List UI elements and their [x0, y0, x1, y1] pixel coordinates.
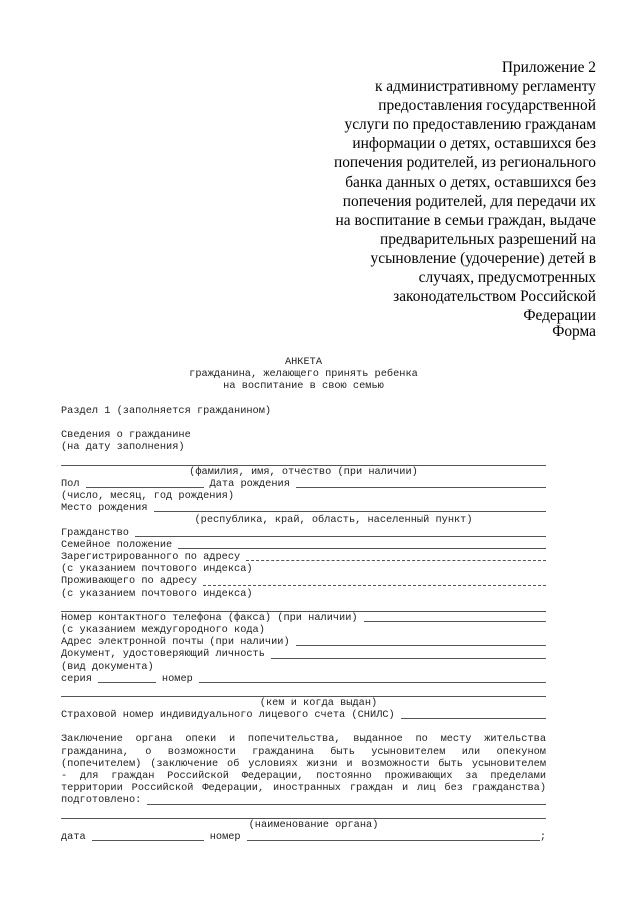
snils-row [61, 709, 546, 721]
birth-place-field[interactable] [154, 502, 546, 512]
phone-label: Номер контактного телефона (факса) (при наличии) [61, 611, 358, 624]
appendix-line: законодательством Российской [393, 288, 596, 306]
sex-label: Пол [61, 477, 80, 490]
issued-by-field[interactable] [61, 685, 546, 697]
email-label: Адрес электронной почты (при наличии) [61, 636, 290, 649]
registered-label: Зарегистрированного по адресу [61, 550, 241, 563]
birth-date-label: Дата рождения [209, 477, 290, 490]
registered-row [61, 551, 546, 563]
postal-hint: (с указанием почтового индекса) [61, 587, 253, 600]
series-field[interactable] [98, 673, 156, 683]
birth-place-row [61, 502, 546, 514]
conclusion-text: Заключение органа опеки и попечительства, выданное по месту жительства [61, 733, 546, 746]
email-row [61, 636, 546, 648]
semicolon: ; [539, 830, 546, 843]
appendix-line: случаях, предусмотренных [418, 269, 596, 287]
appendix-line: на воспитание в семьи граждан, выдаче [335, 211, 596, 229]
citizenship-field[interactable] [135, 527, 546, 537]
citizenship-row [61, 527, 546, 539]
appendix-line: Приложение 2 [501, 59, 596, 76]
date-label: дата [61, 830, 86, 843]
form-title: АНКЕТА [284, 356, 323, 368]
appendix-line: к административному регламенту [374, 78, 596, 96]
form-subtitle: на воспитание в свою семью [223, 380, 384, 393]
living-label: Проживающего по адресу [61, 575, 197, 588]
birth-date-hint: (число, месяц, год рождения) [61, 489, 235, 502]
conclusion-text: гражданина, о возможности гражданина быть усыновителем или опекуном [61, 745, 546, 758]
email-field[interactable] [296, 636, 546, 646]
appendix-block [276, 58, 596, 325]
appendix-line: усыновление (удочерение) детей в [370, 249, 596, 267]
family-status-field[interactable] [178, 539, 546, 549]
id-doc-field[interactable] [271, 649, 546, 659]
sex-birthdate-row [61, 478, 546, 490]
issued-by-caption: (кем и когда выдан) [259, 696, 378, 709]
series-label: серия [61, 672, 92, 685]
conclusion-text: - для граждан Российской Федерации, постоянно проживающих за пределами [61, 770, 546, 783]
number-field[interactable] [199, 673, 546, 683]
section-heading: Раздел 1 (заполняется гражданином) [61, 404, 272, 417]
id-doc-hint: (вид документа) [61, 660, 154, 673]
form-label: Форма [552, 323, 596, 340]
date-field[interactable] [92, 831, 204, 841]
id-doc-row [61, 648, 546, 660]
conclusion-text: территории Российской Федерации, иностранных граждан и лиц без гражданства) [61, 782, 546, 795]
id-doc-label: Документ, удостоверяющий личность [61, 648, 265, 661]
family-status-label: Семейное положение [61, 538, 173, 551]
appendix-line: попечения родителей, для передачи их [342, 192, 596, 210]
date-number-row [61, 831, 546, 843]
citizenship-label: Гражданство [61, 526, 129, 539]
birth-place-caption: (республика, край, область, населенный пункт) [194, 514, 473, 527]
phone-row [61, 612, 546, 624]
appendix-line: услуги по предоставлению гражданам [344, 116, 596, 134]
conclusion-text: (попечителем) (заключение об условиях жизни и возможности быть усыновителем [61, 757, 546, 770]
family-status-row [61, 539, 546, 551]
address-extra-field[interactable] [61, 600, 546, 612]
organ-name-field[interactable] [61, 807, 546, 819]
phone-hint: (с указанием междугородного кода) [61, 623, 265, 636]
prepared-row [61, 794, 546, 806]
postal-hint: (с указанием почтового индекса) [61, 563, 253, 576]
appendix-line: Федерации [523, 307, 596, 325]
snils-label: Страховой номер индивидуального лицевого счета (СНИЛС) [61, 709, 395, 722]
appendix-line: информации о детях, оставшихся без [352, 135, 596, 153]
birth-place-label: Место рождения [61, 502, 148, 515]
questionnaire-form [61, 356, 546, 843]
living-row [61, 575, 546, 587]
living-address-field[interactable] [203, 576, 546, 586]
fio-field[interactable] [61, 454, 546, 466]
prepared-field[interactable] [147, 795, 546, 805]
info-heading: Сведения о гражданине [61, 429, 191, 442]
fio-caption: (фамилия, имя, отчество (при наличии) [189, 465, 418, 478]
number-label: номер [161, 672, 193, 685]
appendix-line: попечения родителей, из регионального [334, 154, 596, 172]
number2-field[interactable] [247, 831, 540, 841]
info-date-note: (на дату заполнения) [61, 441, 185, 454]
snils-field[interactable] [401, 709, 546, 719]
birth-date-field[interactable] [296, 478, 546, 488]
sex-field[interactable] [86, 478, 204, 488]
appendix-line: предварительных разрешений на [379, 230, 596, 248]
registered-address-field[interactable] [246, 551, 546, 561]
organ-name-caption: (наименование органа) [248, 818, 379, 831]
phone-field[interactable] [364, 612, 546, 622]
appendix-line: предоставления государственной [378, 97, 596, 115]
appendix-line: банка данных о детях, оставшихся без [345, 173, 596, 191]
series-number-row [61, 673, 546, 685]
form-subtitle: гражданина, желающего принять ребенка [189, 368, 418, 381]
number2-label: номер [209, 830, 241, 843]
prepared-label: подготовлено: [61, 794, 142, 807]
